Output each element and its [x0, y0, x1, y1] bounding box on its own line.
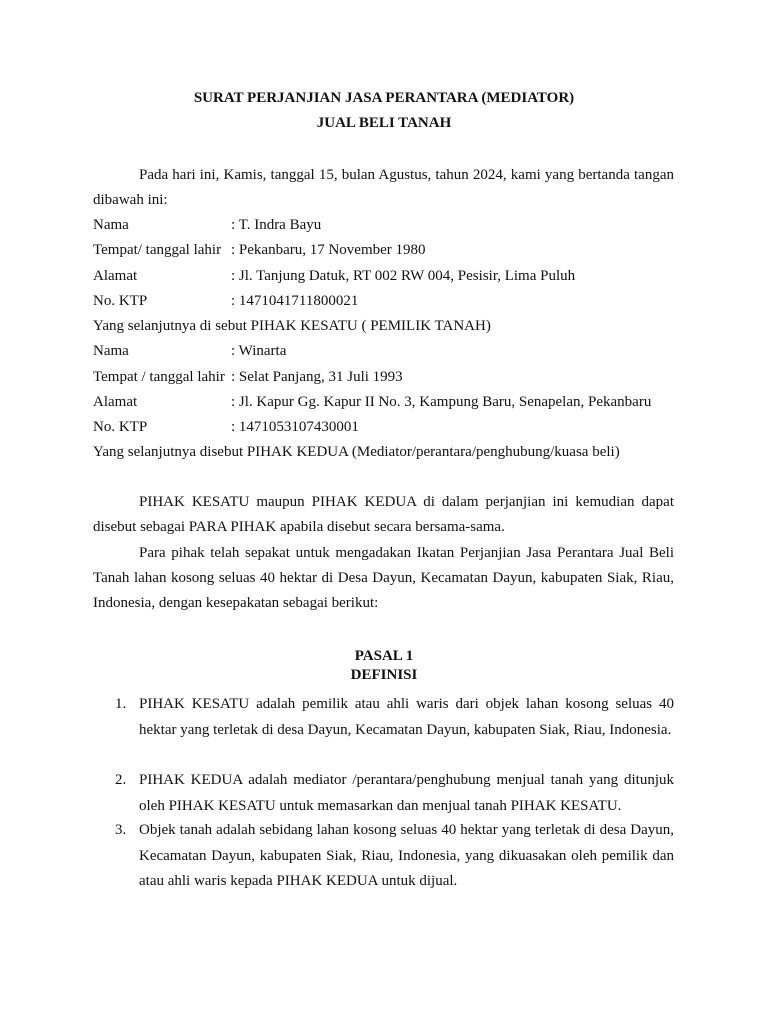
party2-address-row	[93, 390, 683, 415]
party2-designation: Yang selanjutnya disebut PIHAK KEDUA (Mediator/perantara/penghubung/kuasa beli)	[93, 444, 620, 460]
field-label: Nama	[93, 343, 129, 359]
list-item-number: 3.	[115, 822, 127, 838]
party2-name-row	[93, 339, 683, 364]
list-item-text: PIHAK KEDUA adalah mediator /perantara/penghubung menjual tanah yang ditunjuk oleh PIHAK KESATU untuk memasarkan dan menjual tanah PIHAK KESATU.	[139, 772, 674, 814]
party1-ktp-row	[93, 289, 683, 314]
pasal-heading: DEFINISI	[350, 667, 418, 683]
field-value: : Jl. Tanjung Datuk, RT 002 RW 004, Pesisir, Lima Puluh	[231, 268, 576, 284]
list-item-number: 2.	[115, 772, 127, 788]
field-value: : 1471053107430001	[231, 419, 359, 435]
field-value: : Jl. Kapur Gg. Kapur II No. 3, Kampung Baru, Senapelan, Pekanbaru	[231, 394, 652, 410]
party1-birth-row	[93, 238, 683, 263]
party1-designation: Yang selanjutnya di sebut PIHAK KESATU ( PEMILIK TANAH)	[93, 318, 491, 334]
agreement-paragraph: Para pihak telah sepakat untuk mengadakan Ikatan Perjanjian Jasa Perantara Jual Beli Tanah lahan kosong seluas 40 hektar di Desa Dayun, Kecamatan Dayun, kabupaten Siak, Riau, Indonesia, dengan kesepakatan sebagai berikut:	[93, 545, 674, 611]
field-value: : Pekanbaru, 17 November 1980	[231, 242, 426, 258]
party2-ktp-row	[93, 415, 683, 440]
field-value: : Selat Panjang, 31 Juli 1993	[231, 369, 403, 385]
field-label: No. KTP	[93, 419, 148, 435]
field-value: : 1471041711800021	[231, 293, 359, 309]
list-item-text: PIHAK KESATU adalah pemilik atau ahli waris dari objek lahan kosong seluas 40 hektar yang terletak di desa Dayun, Kecamatan Dayun, kabupaten Siak, Riau, Indonesia.	[139, 696, 674, 738]
document-title: SURAT PERJANJIAN JASA PERANTARA (MEDIATOR)	[193, 90, 575, 106]
list-item-number: 1.	[115, 696, 127, 712]
intro-paragraph: Pada hari ini, Kamis, tanggal 15, bulan Agustus, tahun 2024, kami yang bertanda tangan dibawah ini:	[93, 167, 674, 208]
field-label: Tempat / tanggal lahir	[93, 369, 225, 385]
pasal-number: PASAL 1	[354, 648, 414, 664]
party1-address-row	[93, 264, 683, 289]
field-value: : Winarta	[231, 343, 287, 359]
field-label: Alamat	[93, 268, 138, 284]
party2-birth-row	[93, 365, 683, 390]
field-label: Tempat/ tanggal lahir	[93, 242, 222, 258]
parties-paragraph: PIHAK KESATU maupun PIHAK KEDUA di dalam perjanjian ini kemudian dapat disebut sebagai PARA PIHAK apabila disebut secara bersama-sama.	[93, 494, 674, 535]
field-label: Alamat	[93, 394, 138, 410]
document-subtitle: JUAL BELI TANAH	[316, 115, 452, 131]
field-label: Nama	[93, 217, 129, 233]
field-value: : T. Indra Bayu	[231, 217, 322, 233]
list-item-text: Objek tanah adalah sebidang lahan kosong seluas 40 hektar yang terletak di desa Dayun, Kecamatan Dayun, kabupaten Siak, Riau, Indonesia, yang dikuasakan oleh pemilik dan atau ahli waris kepada PIHAK KEDUA untuk dijual.	[139, 822, 674, 889]
party1-name-row	[93, 213, 683, 238]
field-label: No. KTP	[93, 293, 148, 309]
